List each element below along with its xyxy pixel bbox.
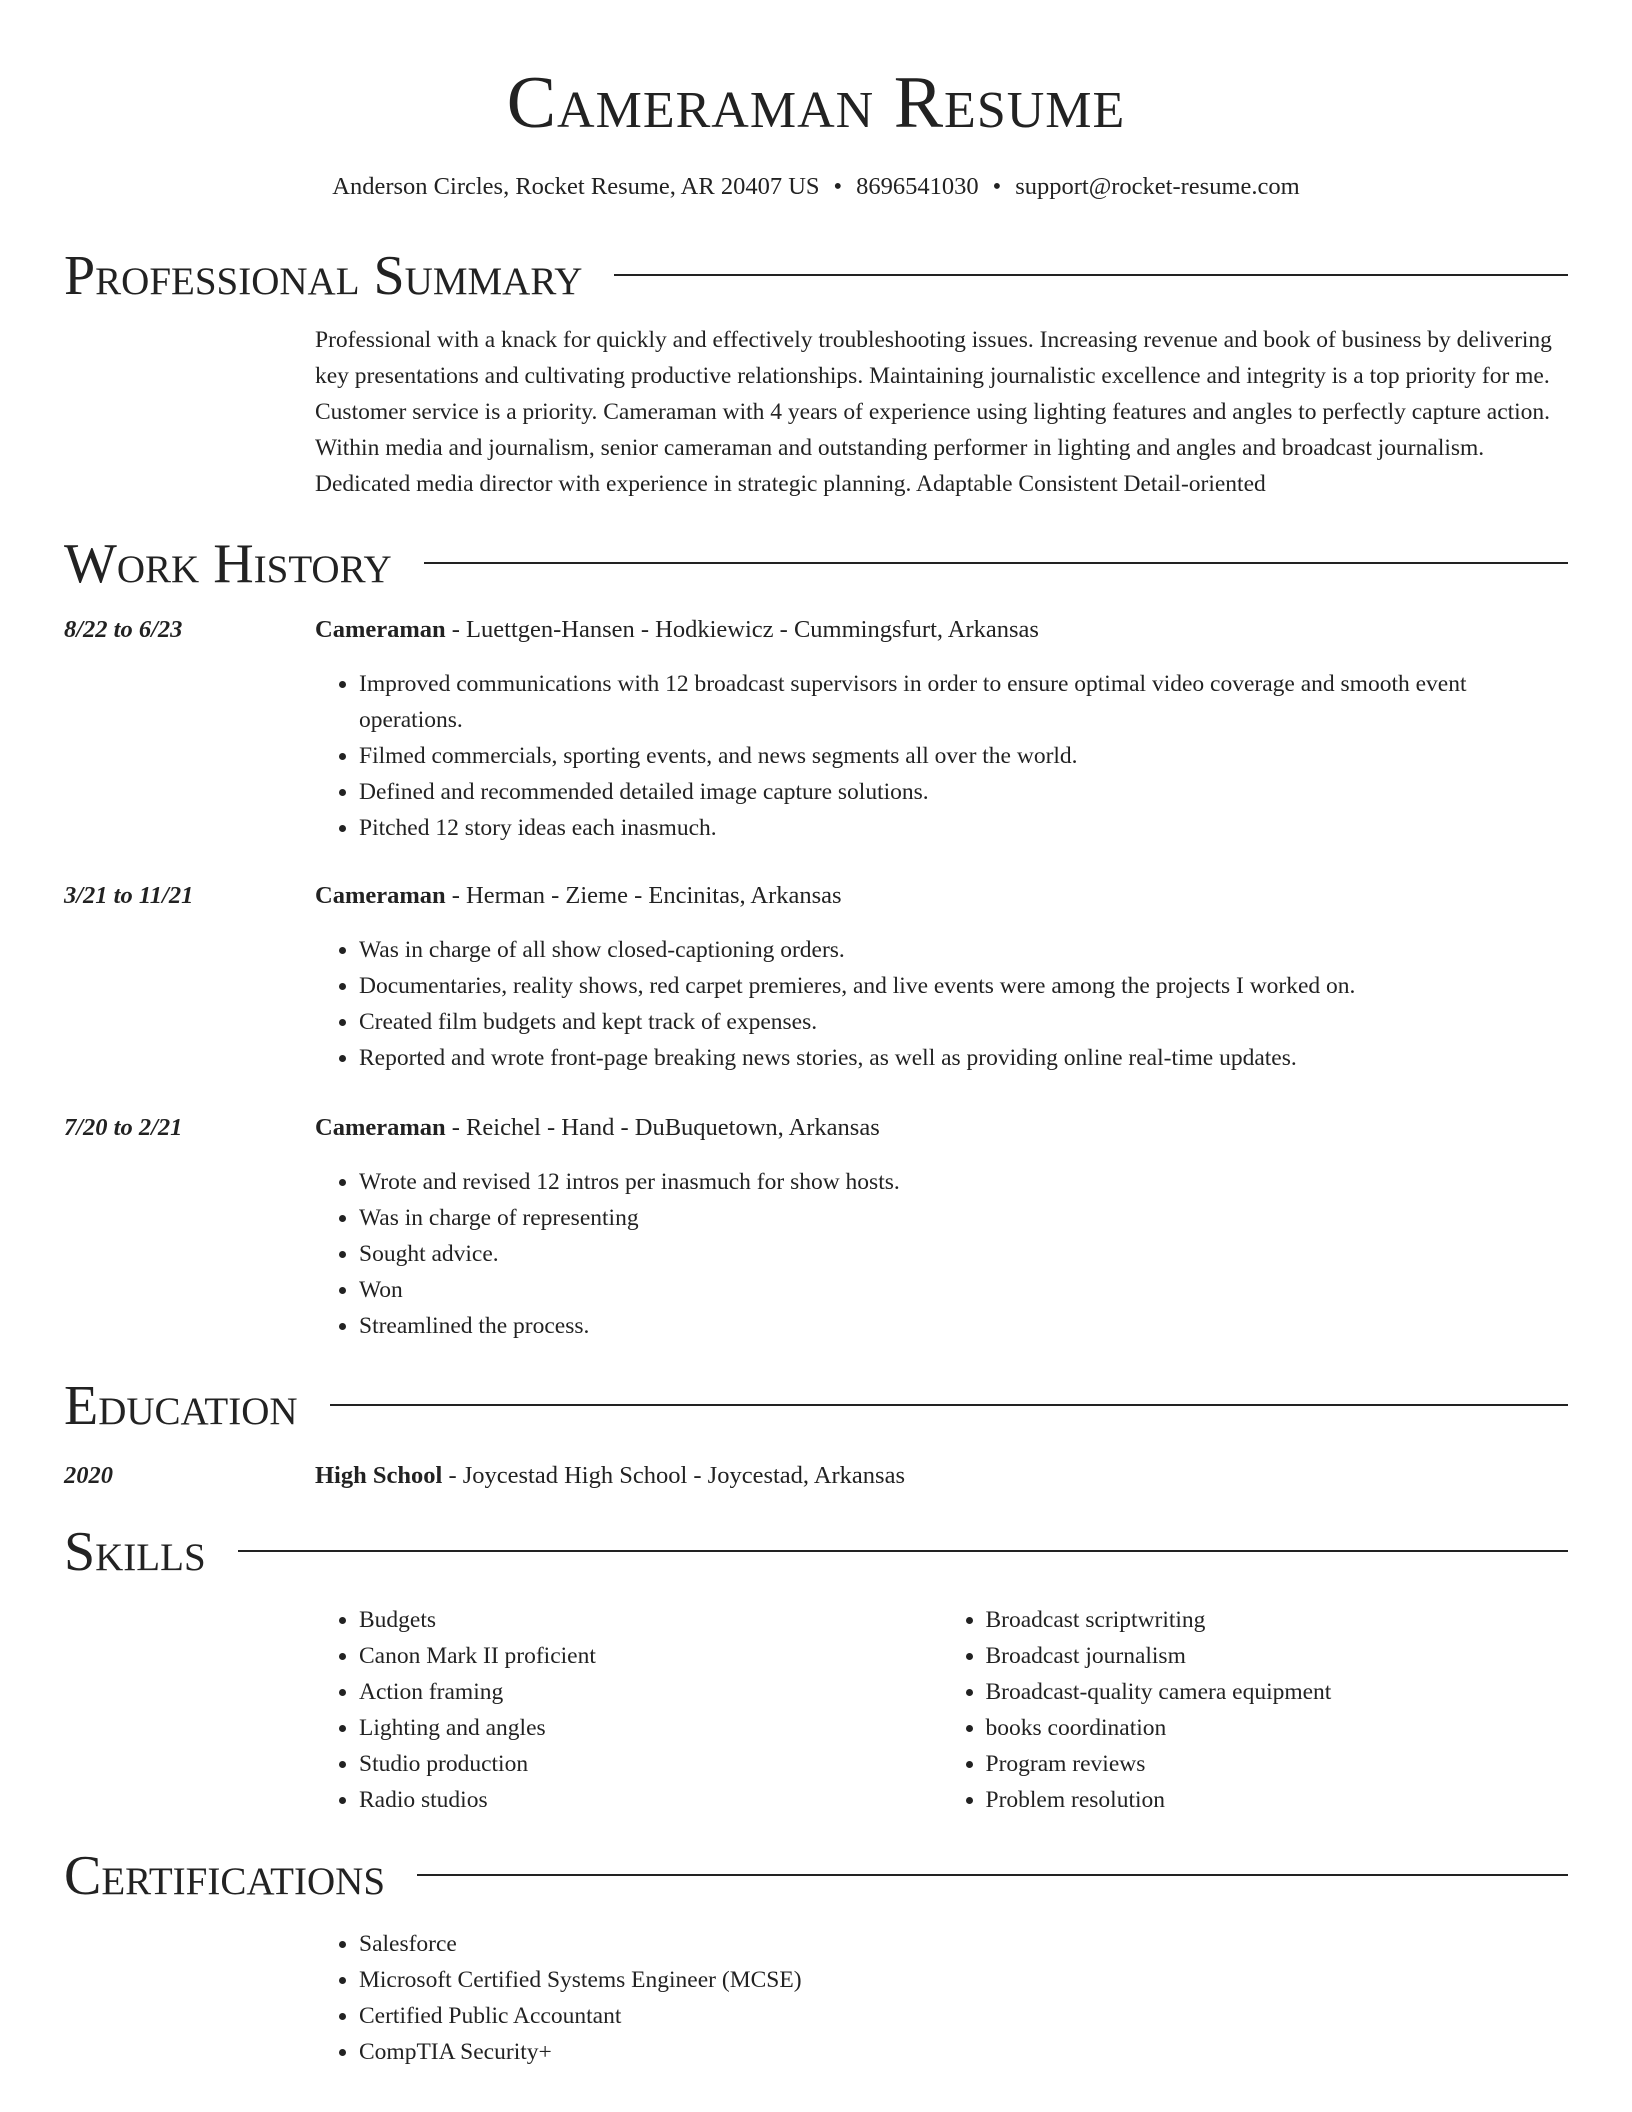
section-rule	[238, 1550, 1568, 1552]
certification-item: • Certified Public Accountant	[359, 1998, 1568, 2034]
job-bullets	[315, 932, 1568, 1076]
certifications-list	[315, 1926, 1568, 2070]
contact-separator: •	[833, 173, 843, 200]
certification-item: • Salesforce	[359, 1926, 1568, 1962]
job-entry	[64, 612, 1568, 846]
job-bullet: • Pitched 12 story ideas each inasmuch.	[359, 810, 1568, 846]
job-title: Cameraman	[315, 1114, 446, 1141]
education-details	[315, 1458, 1568, 1494]
education-degree: High School	[315, 1462, 443, 1489]
section-heading: Work History	[64, 533, 392, 595]
section-education	[64, 1370, 1568, 1442]
section-professional-summary	[64, 240, 1568, 312]
section-rule	[417, 1874, 1568, 1876]
job-title: Cameraman	[315, 882, 446, 909]
education-school: - Joycestad High School - Joycestad, Arkansas	[442, 1462, 906, 1489]
job-bullet: • Wrote and revised 12 intros per inasmuch for show hosts.	[359, 1164, 1568, 1200]
resume-page	[64, 0, 1568, 2070]
skill-item: • Broadcast scriptwriting	[986, 1602, 1569, 1638]
certifications-block	[315, 1926, 1568, 2070]
section-heading: Skills	[64, 1521, 206, 1583]
job-employer: - Reichel - Hand - DuBuquetown, Arkansas	[445, 1114, 880, 1141]
skill-item: • Action framing	[359, 1674, 942, 1710]
job-employer: - Herman - Zieme - Encinitas, Arkansas	[445, 882, 842, 909]
job-bullet: • Was in charge of representing	[359, 1200, 1568, 1236]
certification-item: • CompTIA Security+	[359, 2034, 1568, 2070]
section-skills	[64, 1516, 1568, 1588]
resume-title: Cameraman Resume	[506, 62, 1126, 144]
job-bullet: • Streamlined the process.	[359, 1308, 1568, 1344]
education-entry	[64, 1458, 1568, 1494]
section-heading: Education	[64, 1375, 298, 1437]
job-bullet: • Sought advice.	[359, 1236, 1568, 1272]
job-employer: - Luettgen-Hansen - Hodkiewicz - Cummingsfurt, Arkansas	[445, 616, 1039, 643]
education-year: 2020	[64, 1462, 113, 1489]
job-details	[315, 612, 1568, 846]
job-role-line	[315, 1110, 1568, 1146]
job-title: Cameraman	[315, 616, 446, 643]
job-entry	[64, 1110, 1568, 1344]
skill-item: • books coordination	[986, 1710, 1569, 1746]
summary-text: Professional with a knack for quickly and effectively troubleshooting issues. Increasing revenue and book of business by delivering key presentations and cultivating productive relationships. Maintaining journalistic excellence and integrity is a top priority for me. Customer service is a priority. Cameraman with 4 years of experience using lighting features and angles to perfectly capture action. Within media and journalism, senior cameraman and outstanding performer in lighting and angles and broadcast journalism. Dedicated media director with experience in strategic planning. Adaptable Consistent Detail-oriented	[315, 327, 1552, 497]
skill-item: • Broadcast journalism	[986, 1638, 1569, 1674]
skills-column-left	[315, 1602, 942, 1818]
contact-email: support@rocket-resume.com	[1015, 173, 1300, 200]
job-list	[64, 612, 1568, 1344]
skill-item: • Broadcast-quality camera equipment	[986, 1674, 1569, 1710]
skill-item: • Lighting and angles	[359, 1710, 942, 1746]
skill-item: • Budgets	[359, 1602, 942, 1638]
skill-item: • Studio production	[359, 1746, 942, 1782]
job-bullets	[315, 666, 1568, 846]
certification-item: • Microsoft Certified Systems Engineer (MCSE)	[359, 1962, 1568, 1998]
job-dates: 7/20 to 2/21	[64, 1114, 183, 1141]
section-rule	[424, 562, 1568, 564]
job-bullet: • Documentaries, reality shows, red carpet premieres, and live events were among the projects I worked on.	[359, 968, 1568, 1004]
skills-column-right	[942, 1602, 1569, 1818]
section-heading: Professional Summary	[64, 245, 583, 307]
skill-item: • Canon Mark II proficient	[359, 1638, 942, 1674]
job-details	[315, 1110, 1568, 1344]
job-bullet: • Improved communications with 12 broadcast supervisors in order to ensure optimal video coverage and smooth event operations.	[359, 666, 1568, 738]
job-dates: 3/21 to 11/21	[64, 882, 194, 909]
job-role-line	[315, 878, 1568, 914]
contact-address: Anderson Circles, Rocket Resume, AR 20407 US	[332, 173, 820, 200]
skill-item: • Program reviews	[986, 1746, 1569, 1782]
job-role-line	[315, 612, 1568, 648]
job-bullet: • Reported and wrote front-page breaking news stories, as well as providing online real-time updates.	[359, 1040, 1568, 1076]
section-rule	[330, 1404, 1568, 1406]
contact-phone: 8696541030	[856, 173, 979, 200]
job-bullet: • Filmed commercials, sporting events, and news segments all over the world.	[359, 738, 1568, 774]
contact-line	[64, 170, 1568, 204]
skill-item: • Radio studios	[359, 1782, 942, 1818]
job-bullet: • Defined and recommended detailed image capture solutions.	[359, 774, 1568, 810]
section-work-history	[64, 528, 1568, 600]
section-certifications	[64, 1840, 1568, 1912]
job-bullet: • Created film budgets and kept track of expenses.	[359, 1004, 1568, 1040]
job-entry	[64, 878, 1568, 1076]
job-bullet: • Was in charge of all show closed-captioning orders.	[359, 932, 1568, 968]
contact-separator: •	[992, 173, 1002, 200]
job-details	[315, 878, 1568, 1076]
section-heading: Certifications	[64, 1845, 386, 1907]
skills-grid	[315, 1602, 1568, 1818]
job-bullets	[315, 1164, 1568, 1344]
job-dates: 8/22 to 6/23	[64, 616, 183, 643]
job-bullet: • Won	[359, 1272, 1568, 1308]
skill-item: • Problem resolution	[986, 1782, 1569, 1818]
section-rule	[614, 274, 1568, 276]
